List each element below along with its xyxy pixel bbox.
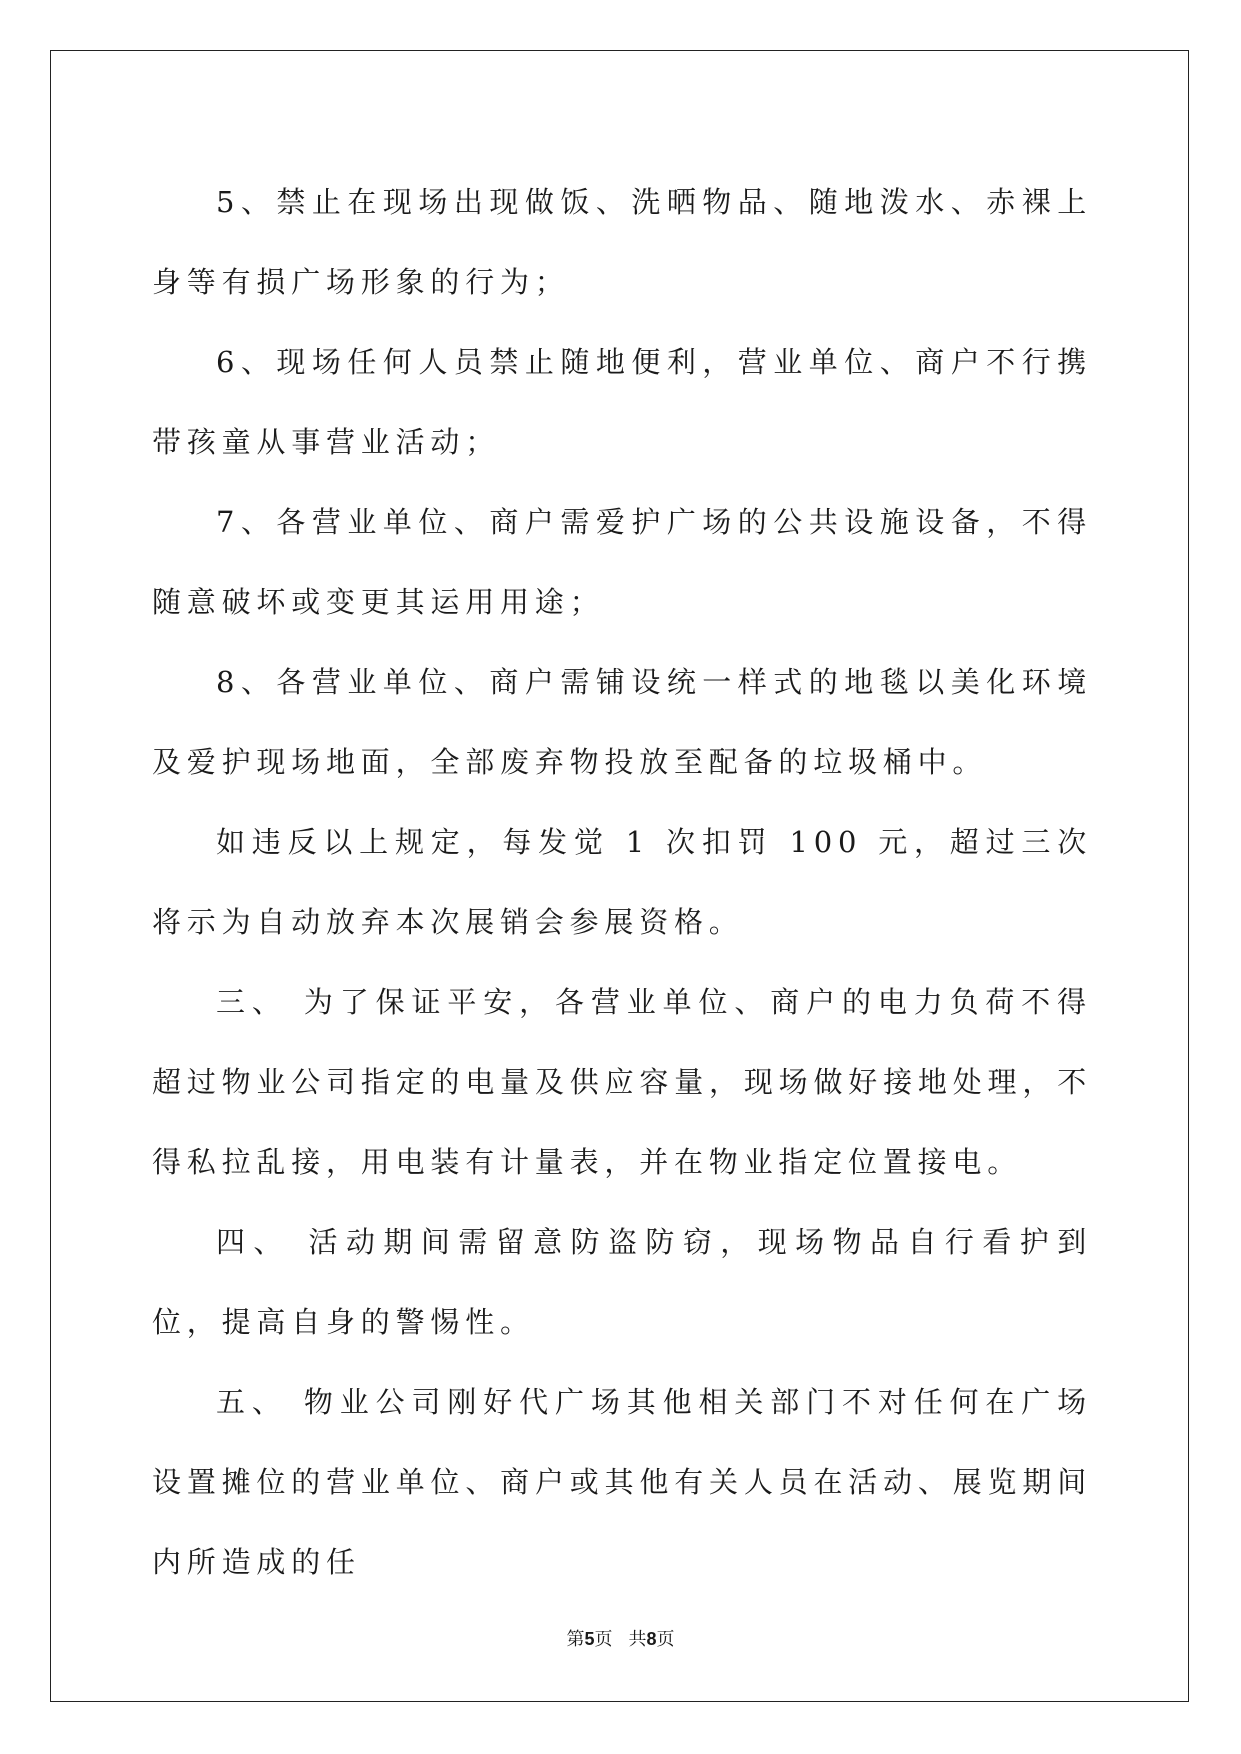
page-suffix: 页: [594, 1629, 613, 1650]
paragraph-rule-6: 6、现场任何人员禁止随地便利，营业单位、商户不行携带孩童从事营业活动；: [152, 345, 1092, 459]
paragraph-section-5: 五、 物业公司刚好代广场其他相关部门不对任何在广场设置摊位的营业单位、商户或其他有关人员在活动、展览期间内所造成的任: [152, 1385, 1092, 1579]
current-page-number: 5: [584, 1629, 595, 1649]
paragraph-rule-5: 5、禁止在现场出现做饭、洗晒物品、随地泼水、赤裸上身等有损广场形象的行为；: [152, 185, 1092, 299]
paragraph-penalty: 如违反以上规定，每发觉 1 次扣罚 100 元，超过三次将示为自动放弃本次展销会参展资格。: [152, 825, 1092, 939]
total-page-number: 8: [646, 1629, 657, 1649]
paragraph-section-3: 三、 为了保证平安，各营业单位、商户的电力负荷不得超过物业公司指定的电量及供应容量，现场做好接地处理，不得私拉乱接，用电装有计量表，并在物业指定位置接电。: [152, 985, 1092, 1179]
page-prefix: 第: [566, 1629, 585, 1650]
total-suffix: 页: [656, 1629, 675, 1650]
total-prefix: 共: [628, 1629, 647, 1650]
page-footer: [0, 1627, 1241, 1652]
document-body: [152, 162, 1092, 1602]
paragraph-section-4: 四、 活动期间需留意防盗防窃，现场物品自行看护到位，提高自身的警惕性。: [152, 1225, 1092, 1339]
paragraph-rule-8: 8、各营业单位、商户需铺设统一样式的地毯以美化环境及爱护现场地面，全部废弃物投放至配备的垃圾桶中。: [152, 665, 1092, 779]
paragraph-rule-7: 7、各营业单位、商户需爱护广场的公共设施设备，不得随意破坏或变更其运用用途；: [152, 505, 1092, 619]
